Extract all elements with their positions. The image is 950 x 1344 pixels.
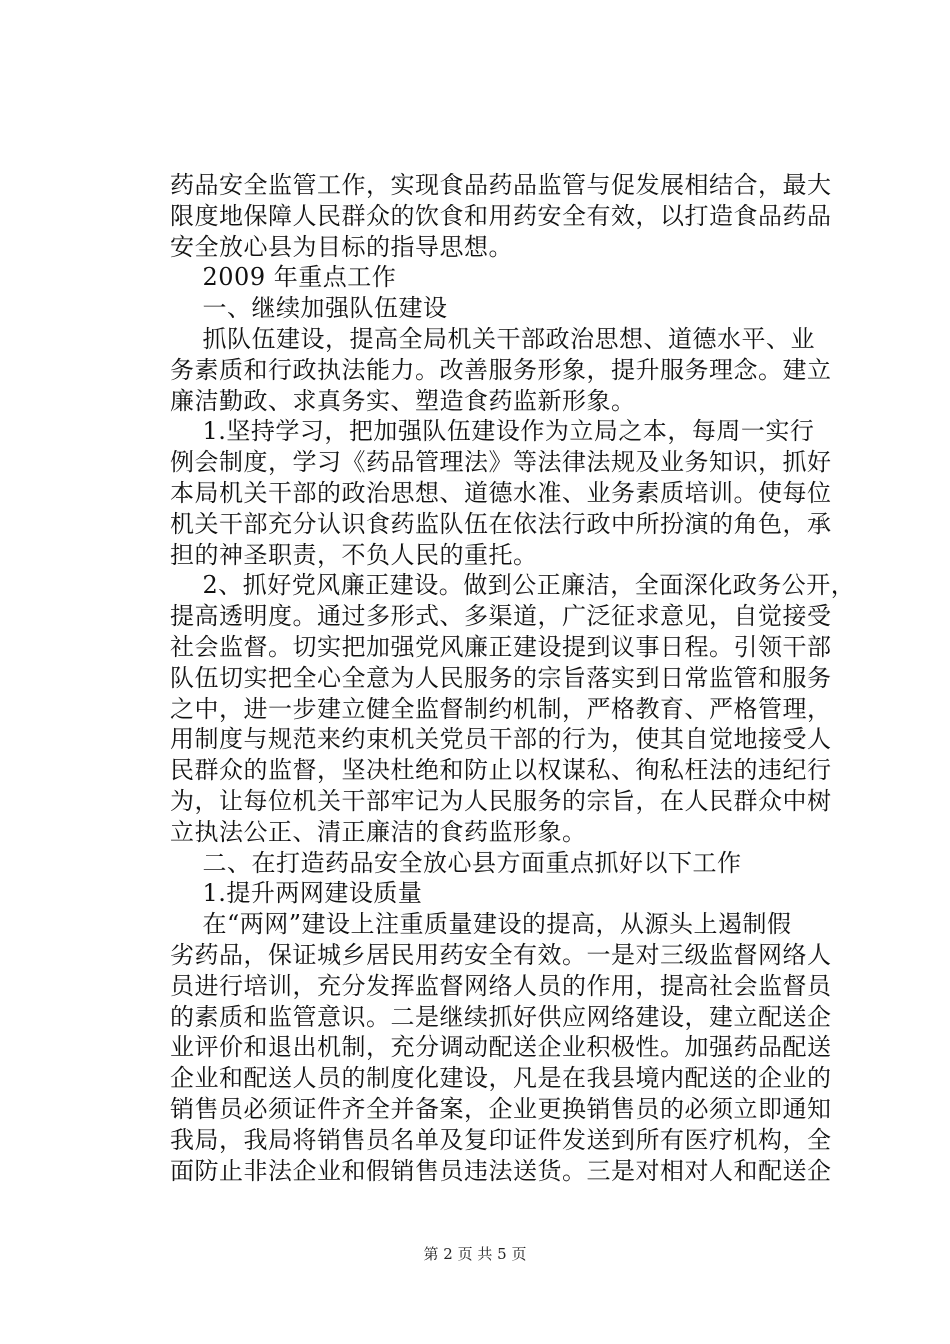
text-line: 用制度与规范来约束机关党员干部的行为，使其自觉地接受人 <box>170 725 832 754</box>
text-line: 2、抓好党风廉正建设。做到公正廉洁，全面深化政务公开， <box>170 571 856 600</box>
document-body <box>170 170 856 1186</box>
section-heading: 2009 年重点工作 <box>170 263 397 292</box>
text-line: 立执法公正、清正廉洁的食药监形象。 <box>170 817 587 846</box>
text-line: 抓队伍建设，提高全局机关干部政治思想、道德水平、业 <box>170 324 816 353</box>
text-line: 药品安全监管工作，实现食品药品监管与促发展相结合，最大 <box>170 171 832 199</box>
text-line: 队伍切实把全心全意为人民服务的宗旨落实到日常监管和服务 <box>170 663 832 692</box>
text-line: 安全放心县为目标的指导思想。 <box>170 232 513 261</box>
text-line: 提高透明度。通过多形式、多渠道，广泛征求意见，自觉接受 <box>170 602 832 631</box>
text-line: 劣药品，保证城乡居民用药安全有效。一是对三级监督网络人 <box>170 940 832 969</box>
text-line: 面防止非法企业和假销售员违法送货。三是对相对人和配送企 <box>170 1156 832 1185</box>
text-line: 在“两网”建设上注重质量建设的提高，从源头上遏制假 <box>170 910 792 939</box>
text-line: 企业和配送人员的制度化建设，凡是在我县境内配送的企业的 <box>170 1064 832 1093</box>
text-line: 业评价和退出机制，充分调动配送企业积极性。加强药品配送 <box>170 1033 832 1062</box>
text-line: 务素质和行政执法能力。改善服务形象，提升服务理念。建立 <box>170 355 832 384</box>
text-line: 本局机关干部的政治思想、道德水准、业务素质培训。使每位 <box>170 478 832 507</box>
text-line: 廉洁勤政、求真务实、塑造食药监新形象。 <box>170 386 636 415</box>
text-line: 限度地保障人民群众的饮食和用药安全有效，以打造食品药品 <box>170 201 832 230</box>
text-line: 担的神圣职责，不负人民的重托。 <box>170 540 538 569</box>
page-footer <box>0 1244 950 1264</box>
text-line: 1.坚持学习，把加强队伍建设作为立局之本，每周一实行 <box>170 417 815 446</box>
section-heading: 1.提升两网建设质量 <box>170 879 423 908</box>
text-line: 员进行培训，充分发挥监督网络人员的作用，提高社会监督员 <box>170 971 832 1000</box>
page-number-label: 第 2 页 共 5 页 <box>423 1245 527 1263</box>
section-heading: 一、继续加强队伍建设 <box>170 294 448 323</box>
section-heading: 二、在打造药品安全放心县方面重点抓好以下工作 <box>170 848 742 877</box>
text-line: 的素质和监管意识。二是继续抓好供应网络建设，建立配送企 <box>170 1002 832 1031</box>
text-line: 我局，我局将销售员名单及复印证件发送到所有医疗机构，全 <box>170 1125 832 1154</box>
text-line: 民群众的监督，坚决杜绝和防止以权谋私、徇私枉法的违纪行 <box>170 756 832 785</box>
text-line: 为，让每位机关干部牢记为人民服务的宗旨，在人民群众中树 <box>170 786 832 815</box>
text-line: 社会监督。切实把加强党风廉正建设提到议事日程。引领干部 <box>170 632 832 661</box>
text-line: 机关干部充分认识食药监队伍在依法行政中所扮演的角色，承 <box>170 509 832 538</box>
text-line: 之中，进一步建立健全监督制约机制，严格教育、严格管理， <box>170 694 832 723</box>
text-line: 例会制度，学习《药品管理法》等法律法规及业务知识，抓好 <box>170 448 832 477</box>
text-line: 销售员必须证件齐全并备案，企业更换销售员的必须立即通知 <box>170 1094 832 1123</box>
